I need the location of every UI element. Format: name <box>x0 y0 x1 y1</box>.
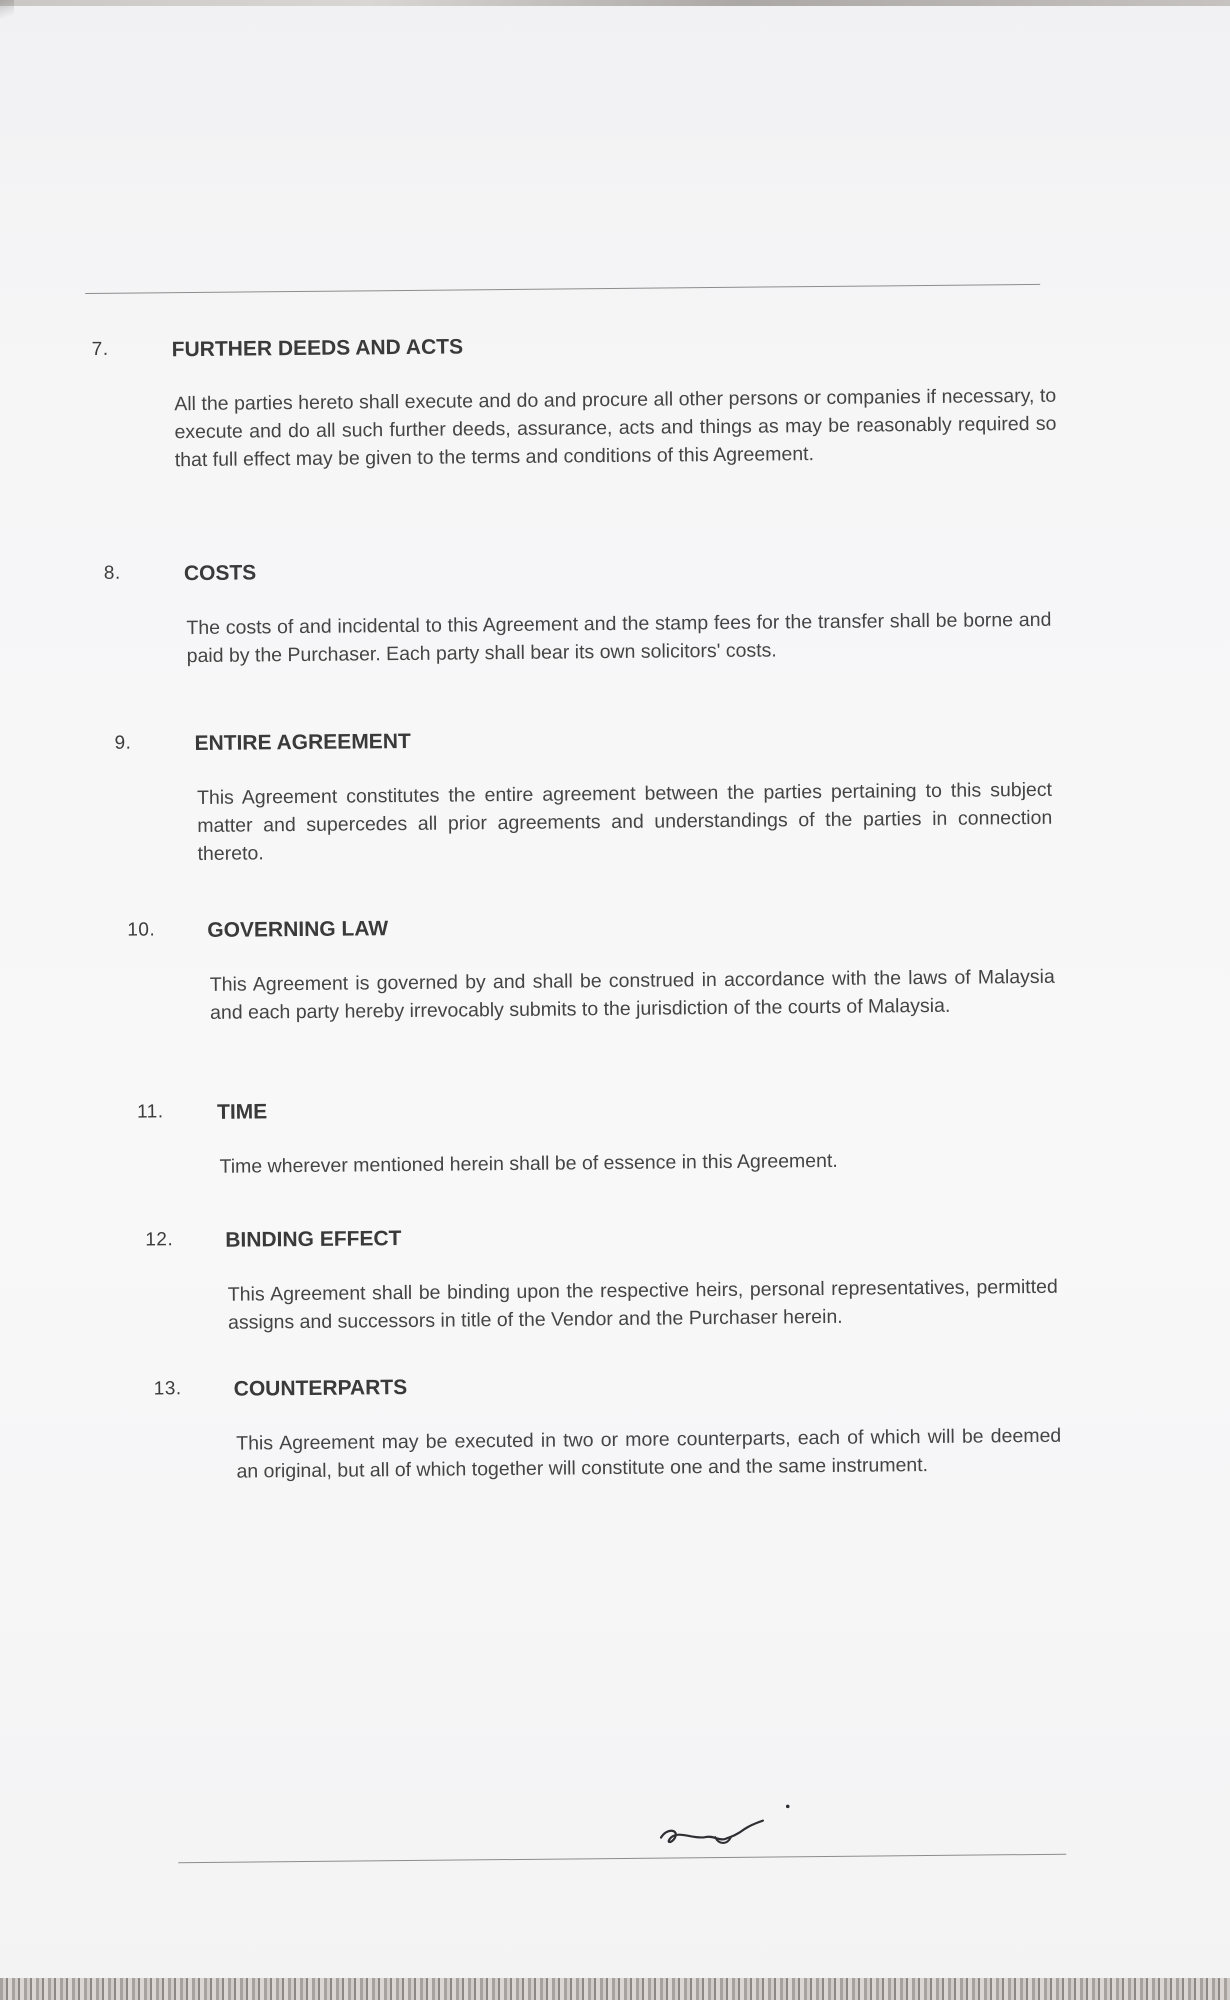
section-number: 9. <box>114 732 132 754</box>
section-title: ENTIRE AGREEMENT <box>194 729 411 756</box>
scan-bottom-edge <box>0 1978 1230 2000</box>
section-body: All the parties hereto shall execute and do and procure all other persons or companies if necessary, to execute and do all such further deeds, assurance, acts and things as may be reasonably required so that full effect may be given to the terms and conditions of this Agreement. <box>174 384 1057 472</box>
section-title: COSTS <box>183 561 257 586</box>
section-body: The costs of and incidental to this Agreement and the stamp fees for the transfer shall be borne and paid by the Purchaser. Each party shall bear its own solicitors' costs. <box>186 608 1052 668</box>
section-body: This Agreement may be executed in two or more counterparts, each of which will be deemed an original, but all of which together will constitute one and the same instrument. <box>236 1424 1062 1483</box>
section-body: This Agreement is governed by and shall be construed in accordance with the laws of Malaysia and each party hereby irrevocably submits to the jurisdiction of the courts of Malaysia. <box>209 965 1055 1024</box>
section-title: FURTHER DEEDS AND ACTS <box>171 335 464 362</box>
section-number: 7. <box>91 338 109 360</box>
section-number: 10. <box>127 919 156 941</box>
section-body: Time wherever mentioned herein shall be of essence in this Agreement. <box>219 1149 838 1178</box>
section-title: GOVERNING LAW <box>207 917 389 942</box>
section-number: 12. <box>145 1229 174 1251</box>
bottom-divider <box>178 1854 1066 1864</box>
section-body: This Agreement constitutes the entire agreement between the parties pertaining to this subject matter and supercedes all prior agreements and understandings of the parties in connection thereto. <box>196 778 1053 865</box>
section-body: This Agreement shall be binding upon the respective heirs, personal representatives, permitted assigns and successors in title of the Vendor and the Purchaser herein. <box>227 1275 1058 1334</box>
section-title: BINDING EFFECT <box>225 1227 402 1252</box>
section-title: TIME <box>216 1100 268 1124</box>
section-number: 11. <box>136 1101 164 1123</box>
top-divider <box>85 284 1040 294</box>
section-number: 8. <box>103 562 121 584</box>
section-number: 13. <box>153 1378 182 1400</box>
section-title: COUNTERPARTS <box>233 1376 408 1401</box>
handwritten-initials-icon <box>653 1798 804 1859</box>
